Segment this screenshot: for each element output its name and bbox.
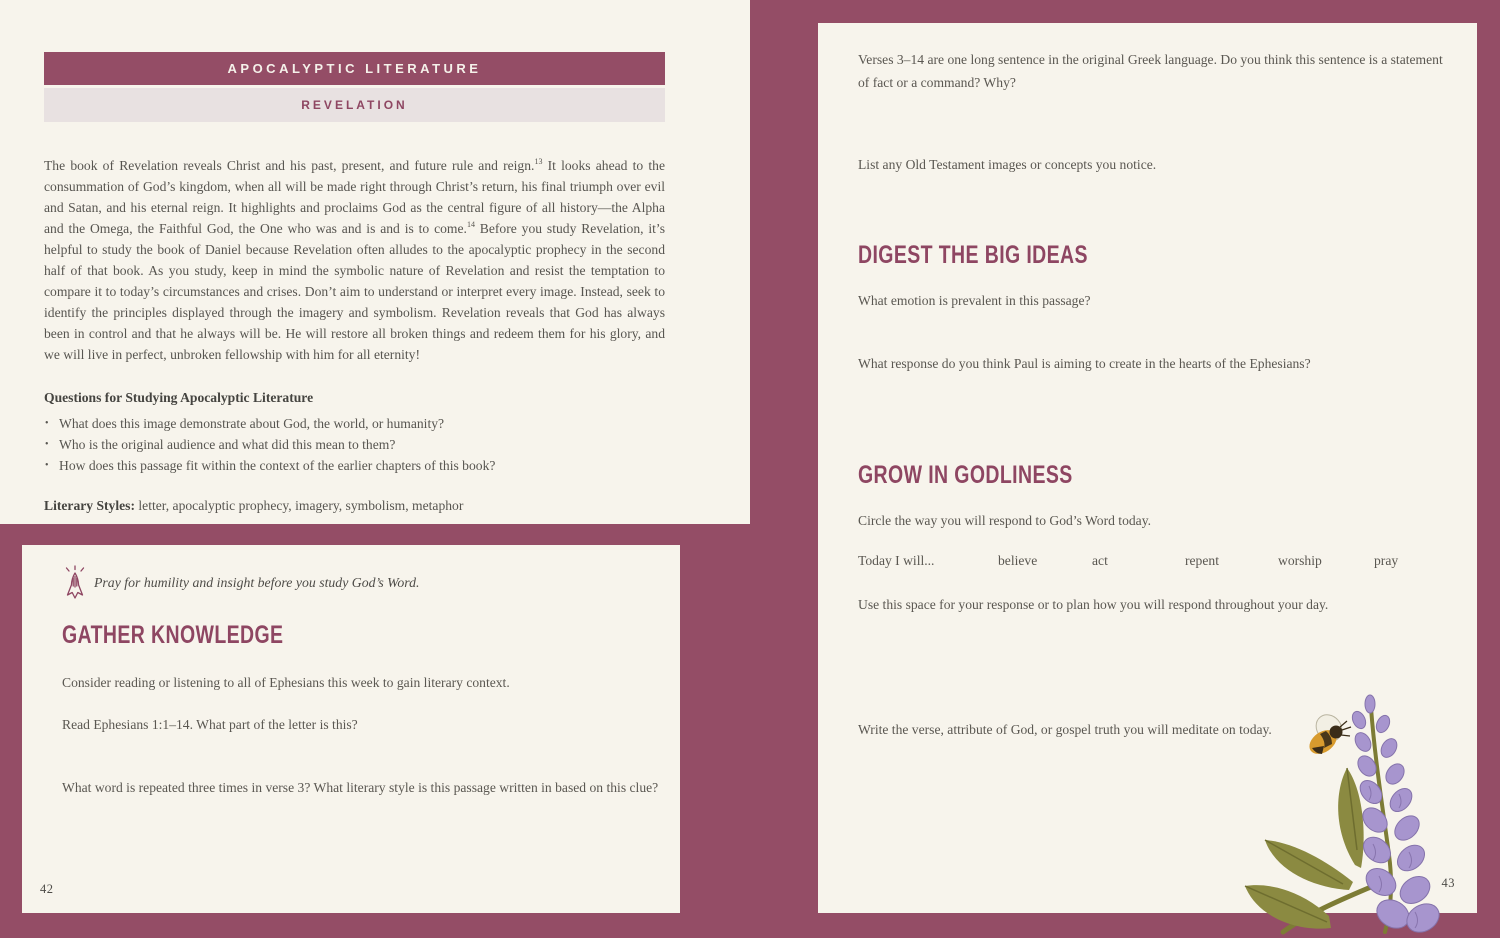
intro-text-3: Before you study Revelation, it’s helpful to study the book of Daniel because Revelation often alludes to the apocalyptic prophecy in the second half of that book. As you study, keep in mind the symbolic nature of Revelation and resist the temptation to compare it to today’s circumstances and crises. Don’t aim to understand or interpret every image. Instead, seek to identify the principles displayed through the imagery and symbolism. Revelation reveals that God has always been in control and that he always will be. He will restore all broken things and redeem them for his glory, and we will live in perfect, unbroken fellowship with him for all eternity!	[44, 221, 666, 362]
study-prompt: Use this space for your response or to plan how you will respond throughout your day.	[858, 597, 1329, 612]
study-prompt: What word is repeated three times in verse 3? What literary style is this passage written in based on this clue?	[62, 780, 659, 795]
intro-text-1: The book of Revelation reveals Christ and his past, present, and future rule and reign.	[44, 158, 535, 173]
study-prompt: Consider reading or listening to all of Ephesians this week to gain literary context.	[62, 675, 510, 690]
question-item	[44, 455, 665, 476]
option-repent: repent	[1185, 553, 1219, 568]
page-number-left: 42	[40, 882, 54, 896]
question-text: How does this passage fit within the context of the earlier chapters of this book?	[59, 458, 496, 473]
response-options-row	[858, 553, 1418, 575]
intro-paragraph	[44, 155, 665, 365]
left-top-page	[0, 0, 750, 524]
questions-list	[44, 413, 665, 476]
study-prompt: What response do you think Paul is aiming to create in the hearts of the Ephesians?	[858, 356, 1311, 371]
question-item	[44, 413, 665, 434]
literary-styles-value: letter, apocalyptic prophecy, imagery, symbolism, metaphor	[134, 498, 464, 513]
page-number-right: 43	[1441, 876, 1455, 890]
study-prompt: What emotion is prevalent in this passage?	[858, 293, 1091, 308]
right-page	[818, 23, 1477, 913]
grow-in-godliness-heading: GROW IN GODLINESS	[858, 461, 1073, 489]
study-prompt: Circle the way you will respond to God’s Word today.	[858, 513, 1152, 528]
study-prompt: Verses 3–14 are one long sentence in the original Greek language. Do you think this sentence is a statement of fact or a command? Why?	[858, 52, 1443, 90]
study-prompt: Read Ephesians 1:1–14. What part of the letter is this?	[62, 717, 358, 732]
section-header-bar	[44, 52, 665, 85]
section-subheader-title: REVELATION	[301, 98, 408, 112]
questions-block	[44, 390, 665, 476]
left-bottom-page	[22, 545, 680, 913]
option-worship: worship	[1278, 553, 1322, 568]
question-text: Who is the original audience and what did this mean to them?	[59, 437, 396, 452]
study-prompt: Write the verse, attribute of God, or gospel truth you will meditate on today.	[858, 722, 1272, 737]
intro-text-2: It looks ahead to the consummation of God’s kingdom, when all will be made right through Christ’s return, his final triumph over evil and Satan, and his eternal reign. It highlights and proclaims God as the central figure of all history—the Alpha and the Omega, the Faithful God, the One who was and is and is to come.	[44, 158, 665, 236]
option-pray: pray	[1374, 553, 1399, 568]
section-header-title: APOCALYPTIC LITERATURE	[227, 61, 482, 76]
study-prompt: List any Old Testament images or concepts you notice.	[858, 157, 1157, 172]
gather-knowledge-heading: GATHER KNOWLEDGE	[62, 621, 284, 649]
option-act: act	[1092, 553, 1108, 568]
section-subheader-bar	[44, 88, 665, 122]
questions-title: Questions for Studying Apocalyptic Literature	[44, 390, 314, 405]
footnote-14: 14	[466, 220, 475, 229]
praying-hands-icon	[58, 565, 92, 605]
literary-styles-label: Literary Styles:	[44, 498, 135, 513]
today-i-will-label: Today I will...	[858, 553, 935, 568]
footnote-13: 13	[534, 157, 543, 166]
option-believe: believe	[998, 553, 1038, 568]
digest-big-ideas-heading: DIGEST THE BIG IDEAS	[858, 241, 1088, 269]
question-item	[44, 434, 665, 455]
question-text: What does this image demonstrate about God, the world, or humanity?	[59, 416, 445, 431]
literary-styles-line	[44, 495, 665, 516]
pray-note: Pray for humility and insight before you study God’s Word.	[94, 575, 420, 590]
